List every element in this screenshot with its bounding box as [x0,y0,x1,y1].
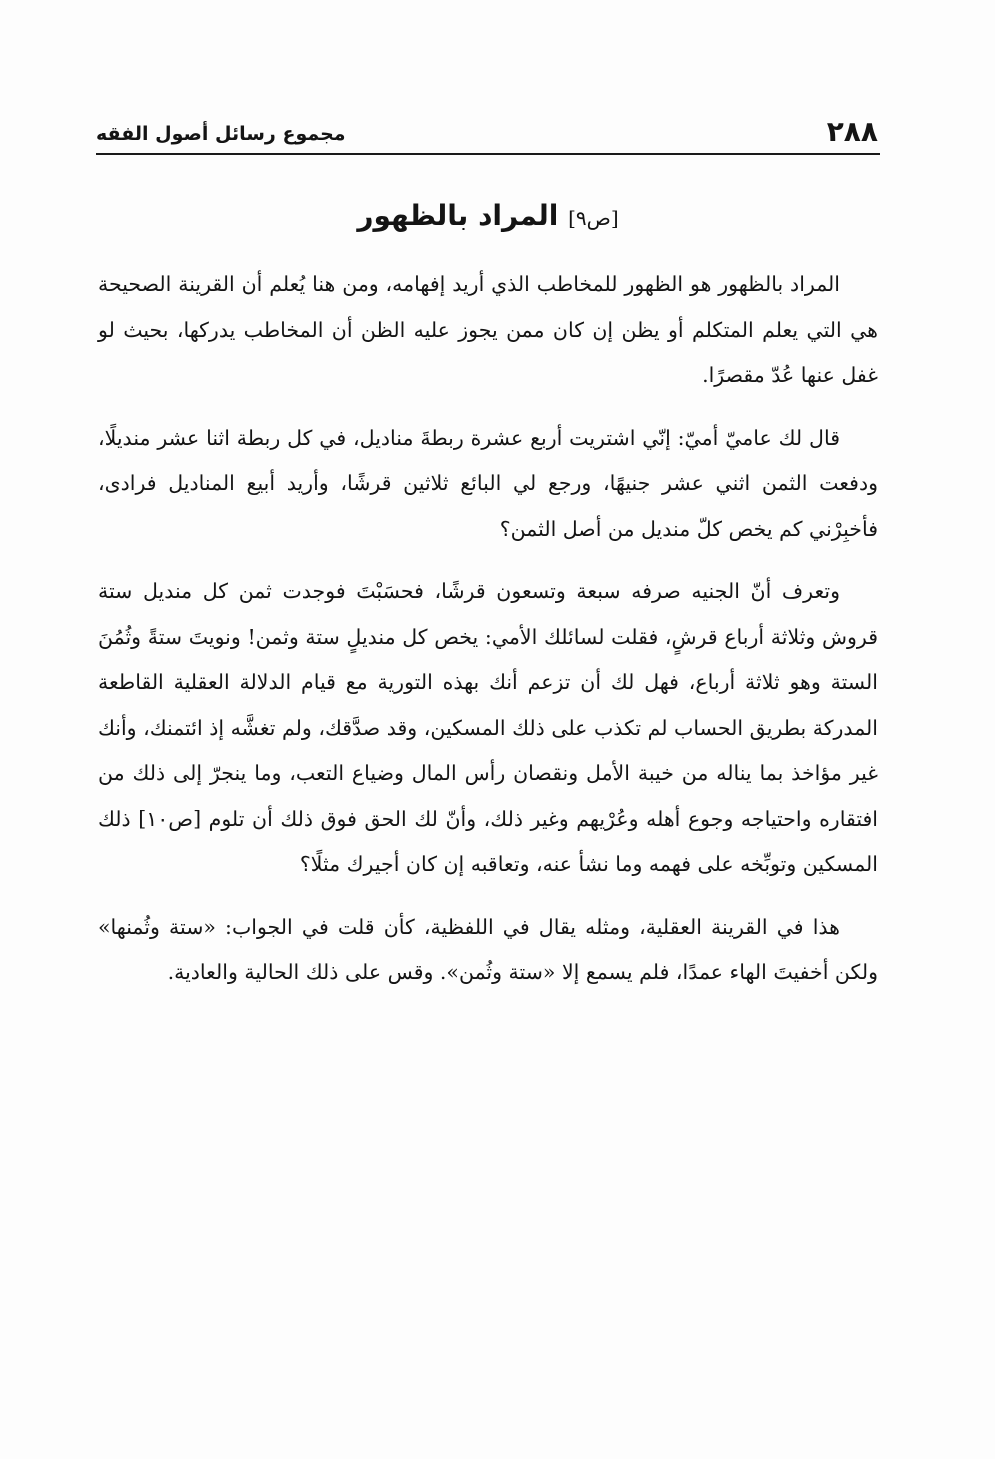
paragraph: هذا في القرينة العقلية، ومثله يقال في اللفظية، كأن قلت في الجواب: «ستة وثُمنها» ولكن أخفيتَ الهاء عمدًا، فلم يسمع إلا «ستة وثُمن». وقس على ذلك الحالية والعادية. [98,914,878,984]
body-text [98,262,878,1013]
paragraph: وتعرف أنّ الجنيه صرفه سبعة وتسعون قرشًا، فحسَبْتَ فوجدت ثمن كل منديل ستة قروش وثلاثة أرباع قرشٍ، فقلت لسائلك الأمي: يخص كل منديلٍ ستة وثمن! ونويتَ ستةً وثُمُنَ الستة وهو ثلاثة أرباع، فهل لك أن تزعم أنك بهذه التورية مع قيام الدلالة العقلية القاطعة المدركة بطريق الحساب لم تكذب على ذلك المسكين، وقد صدَّقك، ولم تغشَّه إذ ائتمنك، وأنك غير مؤاخذ بما يناله من خيبة الأمل ونقصان رأس المال وضياع التعب، وما ينجرّ إلى ذلك من افتقاره واحتياجه وجوع أهله وعُرْيهم وغير ذلك، وأنّ لك الحق فوق ذلك أن تلوم [ص١٠] ذلك المسكين وتوبِّخه على فهمه وما نشأ عنه، وتعاقبه إن كان أجيرك مثلًا؟ [98,579,879,876]
running-header [96,115,878,152]
page-number: ٢٨٨ [826,115,878,148]
header-divider [96,153,880,155]
section-heading [96,196,880,238]
section-page-reference: [ص٩] [568,206,619,230]
section-title: المراد بالظهور [357,199,559,232]
paragraph: المراد بالظهور هو الظهور للمخاطب الذي أريد إفهامه، ومن هنا يُعلم أن القرينة الصحيحة هي التي يعلم المتكلم أو يظن إن كان ممن يجوز عليه الظن أن المخاطب يدركها، بحيث لو غفل عنها عُدّ مقصرًا. [98,272,878,387]
book-title: مجموع رسائل أصول الفقه [96,123,346,145]
paragraph: قال لك عاميّ أميّ: إنّي اشتريت أربع عشرة ربطةَ مناديل، في كل ربطة اثنا عشر منديلًا، ودفعت الثمن اثني عشر جنيهًا، ورجع لي البائع ثلاثين قرشًا، وأريد أبيع المناديل فرادى، فأخبِرْني كم يخص كلّ منديل من أصل الثمن؟ [98,425,878,541]
